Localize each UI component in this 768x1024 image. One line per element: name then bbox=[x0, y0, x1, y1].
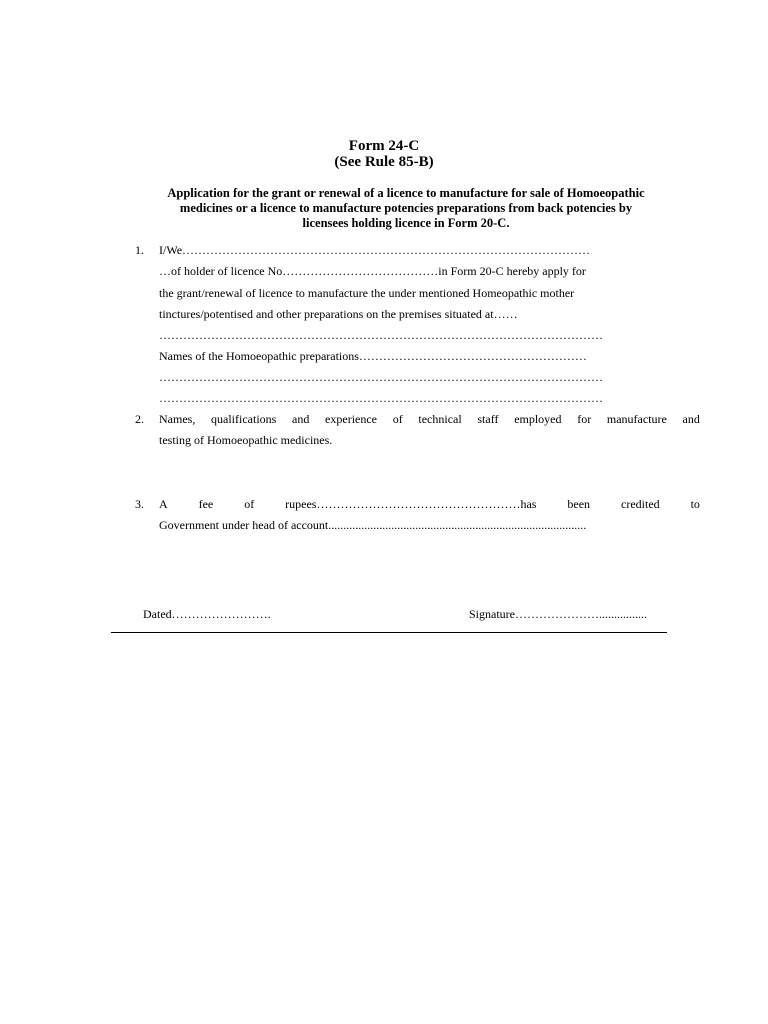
item-3-word: credited bbox=[621, 497, 660, 511]
heading-line: medicines or a licence to manufacture potencies preparations from back potencies by bbox=[179, 201, 633, 215]
form-rule-reference: (See Rule 85-B) bbox=[334, 154, 434, 170]
item-1-line: …of holder of licence No…………………………………in Form 20-C hereby apply for bbox=[159, 264, 586, 278]
item-3-word: rupees……………………………………………has bbox=[285, 497, 537, 511]
item-1-line: ………………………………………………………………………………………………… bbox=[159, 370, 603, 384]
item-2-word: of bbox=[392, 412, 403, 426]
form-title: Form 24-C bbox=[348, 138, 420, 154]
heading-line: licensees holding licence in Form 20-C. bbox=[302, 216, 510, 230]
item-1-line: ………………………………………………………………………………………………… bbox=[159, 391, 603, 405]
form-heading bbox=[110, 186, 702, 231]
item-1-line: I/We………………………………………………………………………………………… bbox=[159, 243, 591, 257]
item-2-word: manufacture bbox=[606, 412, 667, 426]
item-2-word: employed bbox=[514, 412, 562, 426]
item-2-word: and bbox=[682, 412, 700, 426]
footer-rule bbox=[111, 632, 667, 633]
heading-line: Application for the grant or renewal of a licence to manufacture for sale of Homoeopathic bbox=[167, 186, 645, 200]
item-2-line-2: testing of Homoeopathic medicines. bbox=[159, 433, 333, 447]
item-3-word: A bbox=[159, 497, 168, 511]
item-3-line-1 bbox=[159, 497, 700, 511]
item-3-word: to bbox=[690, 497, 700, 511]
item-2-word: experience bbox=[325, 412, 378, 426]
item-3-line-2: Government under head of account...................................................................................... bbox=[159, 518, 587, 532]
item-3-number: 3. bbox=[135, 497, 144, 511]
item-2-word: for bbox=[577, 412, 592, 426]
item-1-line: the grant/renewal of licence to manufacture the under mentioned Homeopathic mother bbox=[159, 286, 575, 300]
item-1-line: tinctures/potentised and other preparations on the premises situated at…… bbox=[159, 307, 518, 321]
signature-field: Signature…………………................ bbox=[469, 607, 647, 621]
item-3-word: of bbox=[244, 497, 255, 511]
item-2-word: Names, bbox=[159, 412, 196, 426]
item-2-line-1 bbox=[159, 412, 700, 426]
item-3-word: been bbox=[567, 497, 591, 511]
dated-field: Dated……………………. bbox=[143, 607, 271, 621]
item-2-word: and bbox=[292, 412, 310, 426]
item-2-word: qualifications bbox=[211, 412, 277, 426]
item-1-line: Names of the Homoeopathic preparations………………………………………………… bbox=[159, 349, 587, 363]
item-2-number: 2. bbox=[135, 412, 144, 426]
item-3-word: fee bbox=[198, 497, 214, 511]
item-2-word: staff bbox=[477, 412, 499, 426]
item-1-number: 1. bbox=[135, 243, 144, 257]
item-2-word: technical bbox=[418, 412, 462, 426]
item-1-line: ………………………………………………………………………………………………… bbox=[159, 328, 603, 342]
